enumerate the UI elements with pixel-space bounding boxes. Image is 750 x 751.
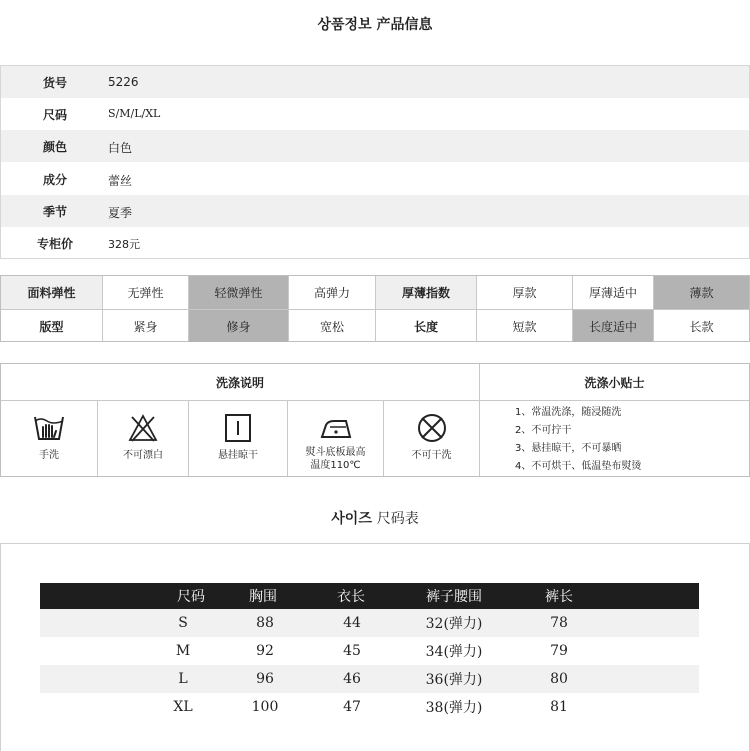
attr-head-fit: 版型 <box>1 309 103 342</box>
wash-label: 不可漂白 <box>123 450 163 461</box>
wash-item-no-dry-clean <box>384 401 480 476</box>
washing-tip: 2、不可拧干 <box>515 425 572 436</box>
table-row <box>40 637 699 665</box>
wash-item-no-bleach <box>98 401 189 476</box>
size-cell: 92 <box>256 643 274 659</box>
attr-option: 长款 <box>654 309 749 342</box>
washing-section <box>0 363 750 477</box>
size-cell: S <box>178 615 188 631</box>
attr-head-elasticity: 面料弹性 <box>1 276 103 309</box>
attr-head-length: 长度 <box>376 309 477 342</box>
info-row-item-no <box>1 66 749 98</box>
info-label: 专柜价 <box>37 237 74 251</box>
size-chart-title <box>0 508 750 528</box>
info-label: 季节 <box>43 205 68 219</box>
attr-option: 短款 <box>477 309 573 342</box>
size-cell: 46 <box>343 671 361 687</box>
size-cell: L <box>178 671 188 687</box>
info-row-season <box>1 195 749 227</box>
attr-head-thickness: 厚薄指数 <box>376 276 477 309</box>
info-value: 白色 <box>108 141 133 155</box>
size-cell: 45 <box>343 643 361 659</box>
size-cell: 100 <box>251 699 279 715</box>
size-cell: 34(弹力) <box>425 644 483 660</box>
info-row-price <box>1 227 749 259</box>
washing-tips-list <box>515 404 641 476</box>
product-info-table <box>0 65 750 259</box>
product-info-title-kr: 상품정보 <box>317 17 372 33</box>
attr-option-selected: 长度适中 <box>573 309 654 342</box>
size-table-header <box>40 583 699 609</box>
info-value: 328元 <box>108 238 140 251</box>
washing-tip: 3、悬挂晾干，不可暴晒 <box>515 443 622 454</box>
size-chart-title-cn: 尺码表 <box>376 511 419 527</box>
no-dry-clean-icon <box>416 413 448 443</box>
size-cell: 78 <box>550 615 568 631</box>
size-cell: XL <box>173 699 193 715</box>
info-label: 尺码 <box>43 108 68 122</box>
info-label: 货号 <box>43 76 68 90</box>
wash-label: 不可干洗 <box>411 450 452 461</box>
info-row-material <box>1 163 749 195</box>
size-col-header: 裤子腰围 <box>426 589 482 605</box>
size-cell: 81 <box>550 699 568 715</box>
washing-tips-title: 洗涤小贴士 <box>480 364 749 401</box>
attr-option-selected: 薄款 <box>654 276 749 309</box>
wash-item-hand-wash <box>1 401 98 476</box>
size-col-header: 尺码 <box>177 589 205 605</box>
attr-option: 厚款 <box>477 276 573 309</box>
info-value: 夏季 <box>108 206 133 220</box>
size-cell: 32(弹力) <box>425 616 483 632</box>
wash-label-line2: 温度110℃ <box>310 460 361 471</box>
washing-title: 洗涤说明 <box>1 364 480 401</box>
info-label: 颜色 <box>43 140 68 154</box>
size-cell: 38(弹力) <box>425 700 483 716</box>
attr-option: 无弹性 <box>103 276 189 309</box>
wash-label: 悬挂晾干 <box>218 450 258 461</box>
attr-option: 高弹力 <box>289 276 376 309</box>
size-cell: 47 <box>343 699 361 715</box>
size-cell: 79 <box>550 643 568 659</box>
size-col-header: 衣长 <box>337 589 365 605</box>
info-value: 蕾丝 <box>108 174 133 188</box>
wash-label: 手洗 <box>39 450 59 461</box>
hand-wash-icon <box>33 413 65 443</box>
table-row <box>40 665 699 693</box>
size-cell: 96 <box>256 671 274 687</box>
info-label: 成分 <box>43 173 68 187</box>
wash-item-iron <box>288 401 384 476</box>
size-chart-title-kr: 사이즈 <box>331 511 372 527</box>
wash-label: 熨斗底板最高 <box>305 447 366 458</box>
product-info-title-cn: 产品信息 <box>376 17 433 33</box>
table-row <box>40 693 699 721</box>
size-cell: 36(弹力) <box>425 672 483 688</box>
iron-icon <box>320 413 352 443</box>
info-row-size <box>1 98 749 130</box>
attr-option: 紧身 <box>103 309 189 342</box>
washing-tip: 1、常温洗涤，随浸随洗 <box>515 407 622 418</box>
info-value: S/M/L/XL <box>108 107 161 120</box>
hang-dry-icon <box>222 413 254 443</box>
attributes-grid <box>0 275 750 342</box>
size-col-header: 裤长 <box>545 589 573 605</box>
attr-option: 宽松 <box>289 309 376 342</box>
washing-tip: 4、不可烘干、低温垫布熨烫 <box>515 461 642 472</box>
size-cell: 88 <box>256 615 274 631</box>
attr-option-selected: 轻微弹性 <box>189 276 289 309</box>
attr-option: 厚薄适中 <box>573 276 654 309</box>
size-cell: 44 <box>343 615 361 631</box>
product-info-title <box>0 14 750 34</box>
wash-item-hang-dry <box>189 401 288 476</box>
size-cell: M <box>175 643 191 659</box>
table-row <box>40 609 699 637</box>
size-cell: 80 <box>550 671 568 687</box>
attr-option-selected: 修身 <box>189 309 289 342</box>
info-row-color <box>1 130 749 162</box>
info-value: 5226 <box>108 75 139 89</box>
size-col-header: 胸围 <box>249 589 277 605</box>
no-bleach-icon <box>127 413 159 443</box>
